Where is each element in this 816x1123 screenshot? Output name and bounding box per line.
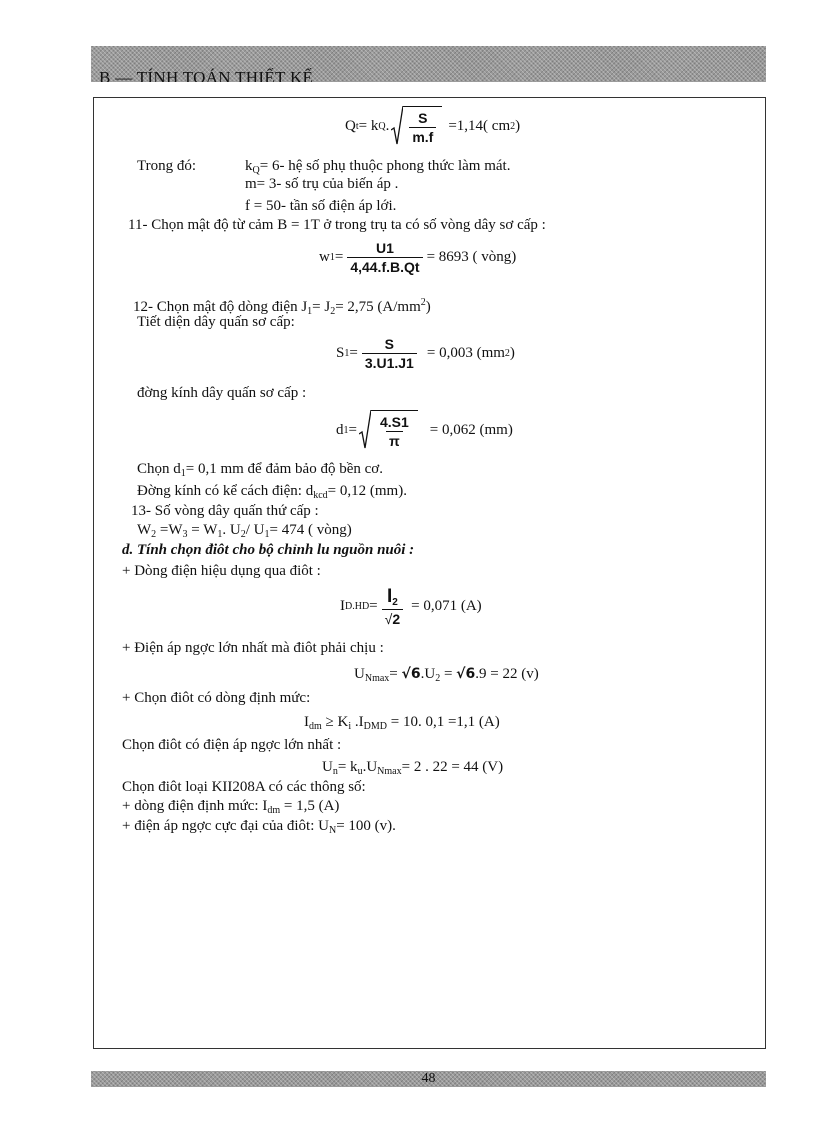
- item-12: 12- Chọn mật độ dòng điện $J_1= J_2= 2,75$ $(A/mm^2)$: [133, 297, 431, 317]
- qt-dot: .: [385, 117, 390, 134]
- w1-value: = 8693 ( vòng): [426, 249, 517, 265]
- qt-denominator: m.f: [409, 127, 436, 145]
- d1-numerator: 4.S1: [379, 413, 409, 430]
- w2-line: $W_2 =W_3 = W_1$. $U_2/$ $U_1= 474$ ( vòng): [137, 522, 352, 540]
- m-line: m= 3- số trụ của biến áp .: [245, 176, 399, 192]
- un-formula: $U_n= k_u.U_{Nmax}= 2$ . 22 = 44 (V): [322, 759, 504, 777]
- qt-eq: = k: [358, 117, 379, 134]
- idm-formula: $I_{dm} \ge K_i$ $.I_{DMD} = 10$. 0,1 =1,1 (A): [304, 714, 500, 732]
- sqrt-symbol: √: [456, 666, 466, 682]
- sqrt-symbol: [391, 106, 442, 146]
- unmax-formula: $U_{Nmax}= √6.U_2 = √6.9 = 22$ (v): [354, 666, 539, 684]
- footer-band: [91, 1071, 766, 1087]
- qt-numerator: S: [418, 109, 428, 126]
- qt-formula: [345, 106, 520, 146]
- sqrt-symbol: √: [401, 666, 411, 682]
- d1-value: = 0,062 (mm): [429, 421, 513, 438]
- trongdo-label: Trong đó:: [137, 158, 197, 174]
- dkcd-line: Đờng kính có kể cách điện: $d_{kcd}= 0,12$ (mm).: [137, 483, 407, 501]
- chon-dong-line: + Chọn điôt có dòng định mức:: [122, 690, 311, 706]
- item-13: 13- Số vòng dây quấn thứ cấp :: [131, 503, 319, 519]
- header-band: [91, 46, 766, 82]
- s1-denominator: 3.U1.J1: [362, 353, 417, 371]
- s1-value: = 0,003 (mm: [426, 345, 505, 361]
- sqrt-symbol: [359, 410, 418, 450]
- duongkinh-line: đờng kính dây quấn sơ cấp :: [137, 385, 307, 401]
- idhd-denominator: 2: [392, 611, 401, 627]
- s1-numerator: S: [384, 336, 394, 352]
- dienap-nguoc-line: + Điện áp ngợc lớn nhất mà điôt phải chịu :: [122, 640, 384, 656]
- chon-d1-line: Chọn $d_1= 0,1$ mm để đảm bảo độ bền cơ.: [137, 461, 383, 479]
- section-d-heading: d. Tính chọn điôt cho bộ chỉnh lu nguồn nuôi :: [122, 542, 415, 558]
- dong-hd-line: + Dòng điện hiệu dụng qua điôt :: [122, 563, 321, 579]
- chon-ap-line: Chọn điôt có điện áp ngợc lớn nhất :: [122, 737, 342, 753]
- item-11: 11- Chọn mật độ từ cảm B = 1T ở trong trụ ta có số vòng dây sơ cấp :: [128, 217, 546, 233]
- f-line: f = 50- tần số điện áp lới.: [245, 198, 397, 214]
- page-number: 48: [421, 1071, 436, 1086]
- chon-loai-line: Chọn điôt loại KII208A có các thông số:: [122, 779, 366, 795]
- qt-value: =1,14( cm: [448, 117, 511, 134]
- s1-formula: S 1 = $\frac{S}{3.U1.J1}$ = 0,003 (mm 2 ): [336, 336, 515, 371]
- qt-k-sub: Q: [378, 120, 386, 132]
- qt-lhs: Q: [345, 117, 356, 134]
- ap-cd-line: + điện áp ngợc cực đại của điôt: $U_N= 100$ (v).: [122, 818, 396, 836]
- w1-numerator: U1: [375, 240, 394, 256]
- w1-formula: w 1 = $\frac{U1}{4,44.f.B.Qt}$ = 8693 ( vòng): [319, 240, 517, 275]
- idhd-value: = 0,071 (A): [411, 598, 482, 614]
- idhd-formula: I D.HD = $I_2$ √ 2 = 0,071 (A): [340, 586, 482, 627]
- idhd-numerator: I: [386, 586, 393, 607]
- chapter-title: B — TÍNH TOÁN THIẾT KẾ: [99, 68, 314, 82]
- d1-denominator: π: [386, 431, 403, 449]
- tietdien-line: Tiết diện dây quấn sơ cấp:: [137, 314, 295, 330]
- w1-denominator: 4,44.f.B.Qt: [347, 257, 422, 275]
- dong-dm-line: + dòng điện định mức: $I_{dm} = 1,5$ (A): [122, 798, 340, 816]
- qt-close: ): [515, 117, 521, 134]
- qt-sub: t: [355, 120, 359, 132]
- qt-sup: 2: [510, 120, 516, 132]
- d1-formula: d 1 = $\frac{4.S1}{\pi}$ = 0,062 (mm): [336, 410, 513, 450]
- kq-line: $k_Q= 6-$ hệ số phụ thuộc phong thức làm mát.: [245, 158, 511, 176]
